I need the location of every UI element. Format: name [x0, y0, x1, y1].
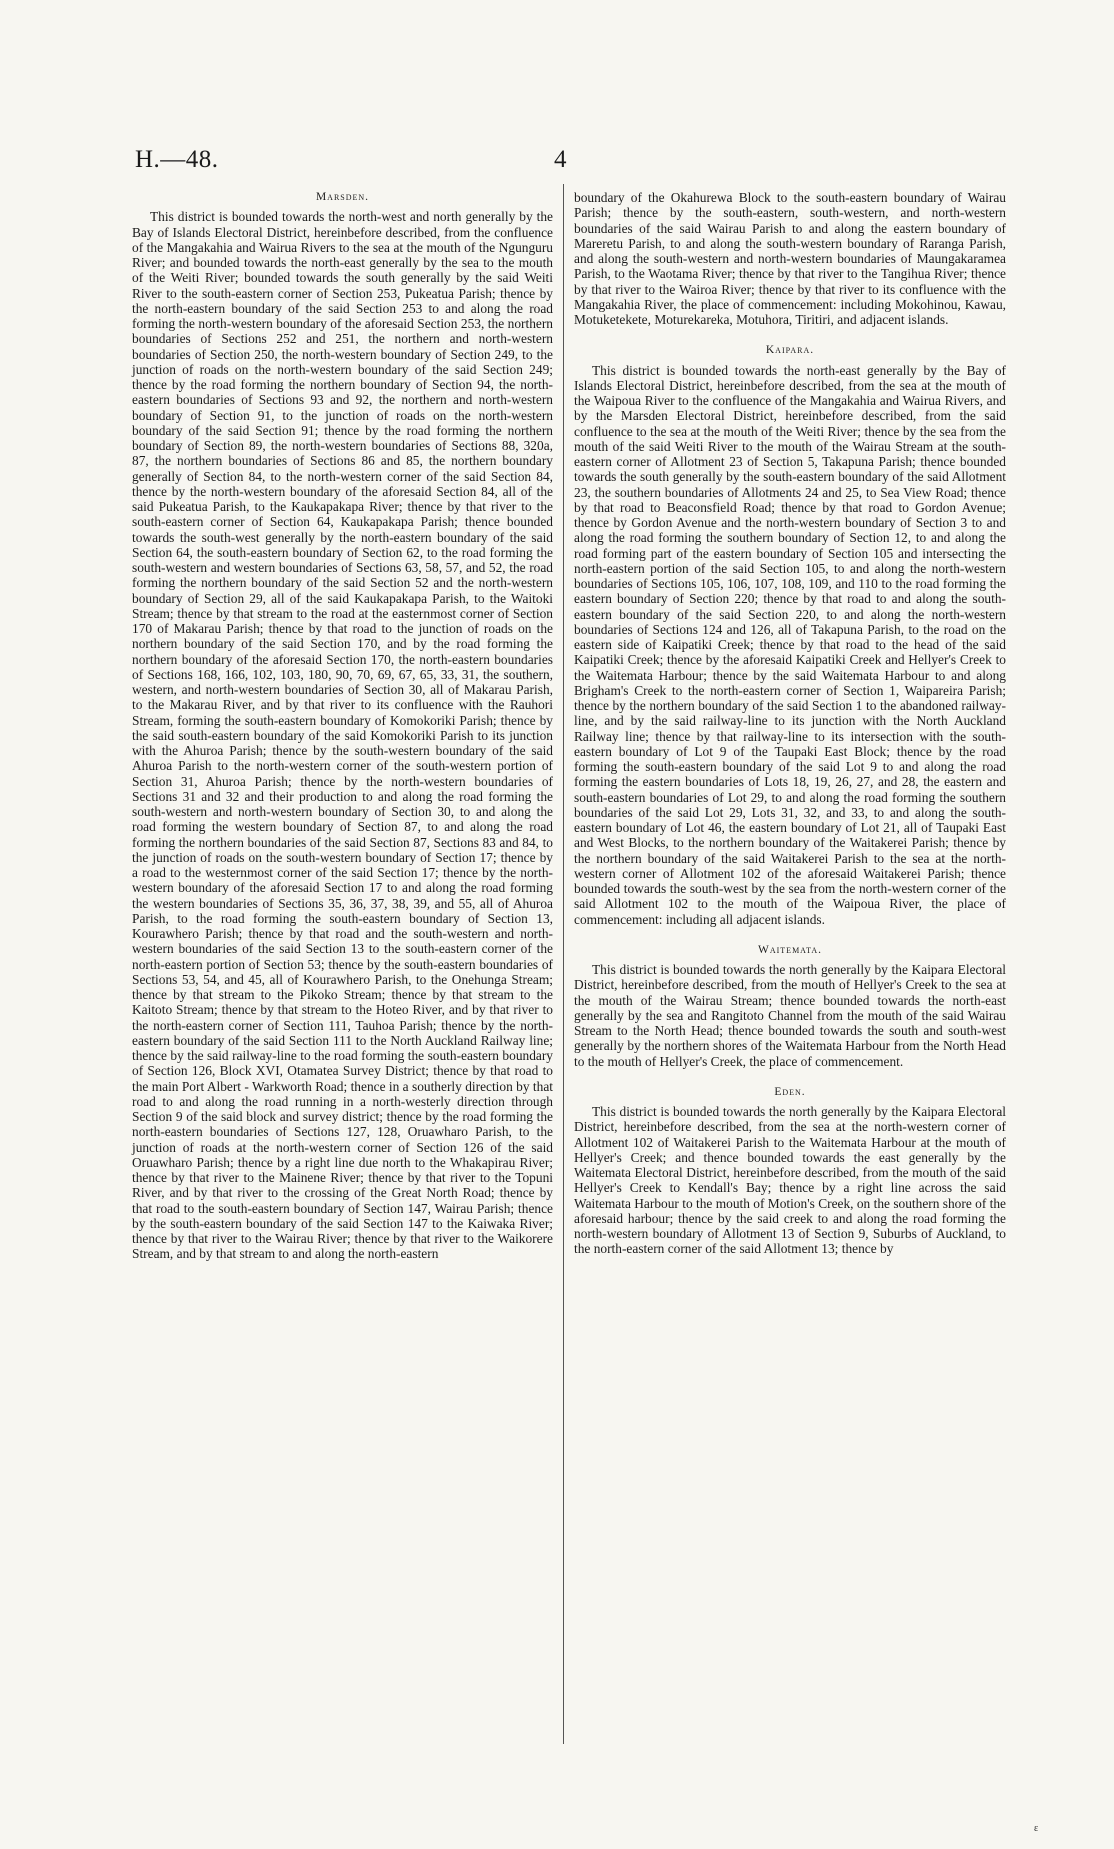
section-heading-eden: Eden. [774, 1085, 806, 1098]
section-body-eden: This district is bounded towards the north generally by the Kaipara Electoral District, hereinbefore described, from the sea at the north-western corner of Allotment 102 of Waitakerei Parish to the Waitemata Harbour at the mouth of Hellyer's Creek; and thence bounded towards the east generally by the Waitemata Electoral District, hereinbefore described, from the mouth of the said Hellyer's Creek to Kendall's Bay; thence by a right line across the said Waitemata Harbour to the mouth of Motion's Creek, on the southern shore of the aforesaid harbour; thence by the said creek to and along the road forming the north-western boundary of Allotment 13 of Section 9, Suburbs of Auckland, to the north-eastern corner of the said Allotment 13; thence by [574, 1104, 1006, 1257]
section-heading-kaipara: Kaipara. [765, 344, 815, 357]
section-heading-marsden: Marsden. [315, 191, 370, 203]
document-reference: H.—48. [135, 146, 219, 173]
left-column [132, 190, 553, 1262]
section-body-waitemata: This district is bounded towards the north generally by the Kaipara Electoral District, hereinbefore described, from the mouth of Hellyer's Creek to the sea at the mouth of the Wairau Stream; thence bounded towards the north-east generally by the sea and Rangitoto Channel from the mouth of the said Wairau Stream to the North Head; thence bounded towards the south and south-west generally by the northern shores of the Waitemata Harbour from the North Head to the mouth of Hellyer's Creek, the place of commencement. [574, 962, 1006, 1069]
section-body-marsden: This district is bounded towards the north-west and north generally by the Bay of Islands Electoral District, hereinbefore described, from the confluence of the Mangakahia and Wairua Rivers to the sea at the mouth of the Ngunguru River; and bounded towards the north-east generally by the sea to the mouth of the Weiti River; bounded towards the south generally by the said Weiti River to the south-eastern corner of Section 253, Pukeatua Parish; thence by the north-eastern boundary of the said Section 253 to and along the road forming the north-western boundary of the aforesaid Section 253, the northern boundaries of Sections 252 and 251, the northern and north-western boundaries of Section 250, the north-western boundary of Section 249, to the junction of roads on the north-western boundary of the said Section 249; thence by the road forming the northern boundary of Section 94, the north-eastern boundaries of Sections 93 and 92, the northern and north-western boundary of Section 91, to the junction of roads on the north-western boundary of the said Section 91; thence by the road forming the northern boundary of Section 89, the north-western boundaries of Sections 88, 320a, 87, the northern boundaries of Sections 86 and 85, the northern boundary generally of Section 84, to the north-western corner of the said Section 84, thence by the north-western boundary of the aforesaid Section 84, all of the said Pukeatua Parish, to the Kaukapakapa River; thence by that river to the south-eastern corner of Section 64, Kaukapakapa Parish; thence bounded towards the south-west generally by the north-eastern boundary of the said Section 64, the south-eastern boundary of Section 62, to the road forming the south-western and western boundaries of Sections 63, 58, 57, and 52, the road forming the northern boundary of the said Section 52 and the north-western boundary of Section 29, all of the said Kaukapakapa Parish, to the Waitoki Stream; thence by that stream to the road at the easternmost corner of Section 170 of Makarau Parish; thence by that road to the junction of roads on the northern boundary of the said Section 170, and by the road forming the northern boundary of the aforesaid Section 170, the north-eastern boundaries of Sections 168, 166, 102, 103, 180, 90, 70, 69, 67, 65, 33, 31, the southern, western, and north-western boundaries of Section 30, all of Makarau Parish, to the Makarau River, and by that river to its confluence with the Rauhori Stream, forming the south-eastern boundary of Komokoriki Parish; thence by the said south-eastern boundary of the said Komokoriki Parish to its junction with the Ahuroa Parish; thence by the south-western boundary of the said Ahuroa Parish to the north-western corner of the south-western portion of Section 31, Ahuroa Parish; thence by the north-western boundaries of Sections 31 and 32 and their production to and along the road forming the south-western and north-western boundary of Section 30, to and along the road forming the western boundary of Section 87, to and along the road forming the northern boundaries of the said Section 87, Sections 83 and 84, to the junction of roads on the south-western boundary of Section 17; thence by a road to the westernmost corner of the said Section 17; thence by the north-western boundary of the aforesaid Section 17 to and along the road forming the western boundaries of Sections 35, 36, 37, 38, 39, and 55, all of Ahuroa Parish, to the road forming the south-eastern boundary of Section 13, Kourawhero Parish; thence by that road and the south-western and north-western boundaries of the said Section 13 to the south-eastern corner of the north-eastern portion of Section 53; thence by the south-eastern boundaries of Sections 53, 54, and 45, all of Kourawhero Parish, to the Onehunga Stream; thence by that stream to the Pikoko Stream; thence by that stream to the Kaitoto Stream; thence by that stream to the Hoteo River, and by that river to the north-eastern corner of Section 111, Tauhoa Parish; thence by the north-eastern boundary of the said Section 111 to the North Auckland Railway line; thence by the said railway-line to the road forming the south-eastern boundary of Section 126, Block XVI, Otamatea Survey District; thence by that road to the main Port Albert - Warkworth Road; thence in a southerly direction by that road to and along the road running in a north-westerly direction through Section 9 of the said block and survey district; thence by the road forming the north-eastern boundaries of Sections 127, 128, Oruawharo Parish, to the junction of roads at the north-western corner of Section 126 of the said Oruawharo Parish; thence by a right line due north to the Whakapirau River; thence by that river to the Mainene River; thence by that river to the Topuni River, and by that river to the crossing of the Great North Road; thence by that road to the south-eastern boundary of Section 147, Wairau Parish; thence by the south-eastern boundary of the said Section 147 to the Kaiwaka River; thence by that river to the Wairau River; thence by that river to the Waikorere Stream, and by that stream to and along the north-eastern [132, 209, 553, 1262]
corner-mark: ε [1034, 1823, 1039, 1834]
page-number: 4 [554, 146, 567, 173]
section-heading-waitemata: Waitemata. [758, 943, 822, 956]
column-divider [563, 184, 564, 1744]
section-body-marsden-continued: boundary of the Okahurewa Block to the south-eastern boundary of Wairau Parish; thence by the south-eastern, south-western, and north-western boundaries of the said Wairau Parish to and along the eastern boundary of Mareretu Parish, to and along the south-western boundary of Raranga Parish, and along the south-western and north-western boundaries of Maungakaramea Parish, to the Waotama River; thence by that river to the Tangihua River; thence by that river to the Wairoa River; thence by that river to its confluence with the Mangakahia River, the place of commencement: including Mokohinou, Kawau, Motuketekete, Moturekareka, Motuhora, Tiritiri, and adjacent islands. [574, 190, 1006, 327]
right-column [574, 190, 1006, 1257]
section-body-kaipara: This district is bounded towards the north-east generally by the Bay of Islands Electoral District, hereinbefore described, from the sea at the mouth of the Waipoua River to the confluence of the Mangakahia and Wairua Rivers, and by the Marsden Electoral District, hereinbefore described, from the said confluence to the sea at the mouth of the Weiti River; thence by the sea from the mouth of the said Weiti River to the mouth of the Wairau Stream at the south-eastern corner of Allotment 23 of Section 5, Takapuna Parish; thence bounded towards the south generally by the south-eastern boundary of the said Allotment 23, the southern boundaries of Allotments 24 and 25, to Sea View Road; thence by that road to Beaconsfield Road; thence by that road to Gordon Avenue; thence by Gordon Avenue and the north-western boundary of Section 3 to and along the road forming the southern boundary of Section 12, to and along the road forming part of the eastern boundary of Section 105 and intersecting the north-eastern portion of the said Section 105, to and along the north-western boundaries of Sections 105, 106, 107, 108, 109, and 110 to the road forming the eastern boundary of Section 220; thence by that road to and along the south-eastern boundary of the said Section 220, to and along the north-western boundaries of Sections 124 and 126, all of Takapuna Parish, to the road on the eastern side of Kaipatiki Creek; thence by that road to the head of the said Kaipatiki Creek; thence by the aforesaid Kaipatiki Creek and Hellyer's Creek to the Waitemata Harbour; thence by the said Waitemata Harbour to and along Brigham's Creek to the north-eastern corner of Section 1, Waipareira Parish; thence by the northern boundary of the said Section 1 to the abandoned railway-line, and by the said railway-line to its junction with the North Auckland Railway line; thence by that railway-line to its intersection with the south-eastern boundary of Lot 9 of the Taupaki East Block; thence by the road forming the south-eastern boundary of the said Lot 9 to and along the road forming the eastern boundaries of Lots 18, 19, 26, 27, and 28, the eastern and south-eastern boundaries of Lot 29, to and along the road forming the southern boundaries of the said Lot 29, Lots 31, 32, and 33, to and along the south-eastern boundary of Lot 46, the eastern boundary of Lot 21, all of Taupaki East and West Blocks, to the northern boundary of the Waitakerei Parish; thence by the northern boundary of the said Waitakerei Parish to the sea at the north-western corner of Allotment 102 of the aforesaid Waitakerei Parish; thence bounded towards the south-west by the sea from the north-western corner of the said Allotment 102 to the mouth of the Waipoua River, the place of commencement: including all adjacent islands. [574, 362, 1006, 927]
